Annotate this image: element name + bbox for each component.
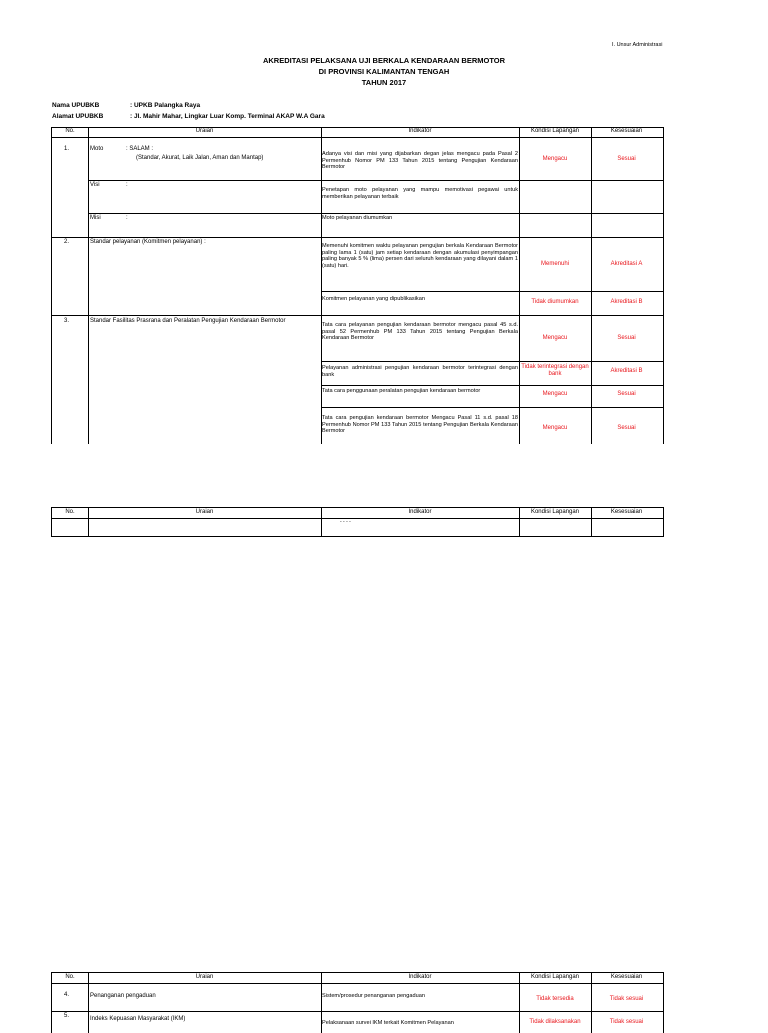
row-4-uraian: Penanganan pengaduan (90, 993, 156, 999)
alamat-value: : Jl. Mahir Mahar, Lingkar Luar Komp. Terminal AKAP W.A Gara (130, 113, 325, 120)
kesesuaian-moto: Sesuai (617, 156, 636, 162)
kesesuaian-3c: Sesuai (617, 391, 636, 397)
header-kondisi: Kondisi Lapangan (530, 974, 580, 980)
kondisi-3a: Mengacu (542, 335, 568, 341)
moto-label: Moto (90, 146, 104, 152)
misi-label: Misi (90, 215, 101, 221)
kesesuaian-4: Tidak sesuai (609, 996, 644, 1002)
row-3-uraian: Standar Fasilitas Prasrana dan Peralatan Pengujian Kendaraan Bermotor (90, 318, 286, 324)
kondisi-3c: Mengacu (542, 391, 568, 397)
kondisi-3d: Mengacu (542, 425, 568, 431)
header-kesesuaian: Kesesuaian (610, 509, 643, 515)
header-kondisi: Kondisi Lapangan (530, 128, 580, 134)
kondisi-moto: Mengacu (542, 156, 568, 162)
header-uraian: Uraian (195, 509, 214, 515)
header-kesesuaian: Kesesuaian (610, 974, 643, 980)
table-2-fragment: - - - - (340, 519, 351, 525)
kondisi-2b: Tidak diumumkan (531, 299, 579, 305)
title-line-3: TAHUN 2017 (361, 78, 407, 87)
kesesuaian-3a: Sesuai (617, 335, 636, 341)
header-kondisi: Kondisi Lapangan (530, 509, 580, 515)
title-line-1: AKREDITASI PELAKSANA UJI BERKALA KENDARAAN BERMOTOR (262, 56, 506, 65)
header-indikator: Indikator (408, 509, 432, 515)
alamat-label: Alamat UPUBKB (52, 113, 104, 120)
header-indikator: Indikator (408, 128, 432, 134)
row-4-no: 4. (64, 992, 70, 998)
visi-label: Visi (90, 182, 100, 188)
indikator-3b: Pelayanan administrasi pengujian kendaraan bermotor terintegrasi dengan bank (322, 365, 518, 378)
indikator-4: Sistem/prosedur penanganan pengaduan (322, 993, 425, 999)
title-line-2: DI PROVINSI KALIMANTAN TENGAH (318, 67, 450, 76)
row-3-no: 3. (64, 318, 70, 324)
indikator-3a: Tata cara pelayanan pengujian kendaraan bermotor mengacu pasal 45 s.d. pasal 52 Permenhub PM 133 Tahun 2015 tentang Pengujian Berkala Kendaraan Bermotor (322, 322, 518, 342)
header-indikator: Indikator (408, 974, 432, 980)
header-kesesuaian: Kesesuaian (610, 128, 643, 134)
row-2-no: 2. (64, 239, 70, 245)
nama-label: Nama UPUBKB (52, 102, 100, 109)
indikator-3c: Tata cara penggunaan peralatan pengujian kendaraan bermotor (322, 388, 481, 394)
indikator-misi: Moto pelayanan diumumkan (322, 215, 393, 221)
corner-label: I. Unsur Administrasi (612, 42, 663, 48)
kesesuaian-5: Tidak sesuai (609, 1019, 644, 1025)
visi-colon: : (126, 182, 128, 188)
row-5-no: 5. (64, 1013, 70, 1019)
indikator-visi: Penetapan moto pelayanan yang mampu memotivasi pegawai untuk memberikan pelayanan terbaik (322, 187, 518, 200)
kondisi-4: Tidak tersedia (536, 996, 574, 1002)
misi-colon: : (126, 215, 128, 221)
header-no: No. (65, 974, 75, 980)
kondisi-5: Tidak dilaksanakan (529, 1019, 581, 1025)
header-uraian: Uraian (195, 974, 214, 980)
indikator-2a: Memenuhi komitmen waktu pelayanan pengujian berkala Kendaraan Bermotor paling lama 1 (satu) jam setiap kendaraan dengan akumulasi penyimpangan paling banyak 5 % (lima) persen dari seluruh kendaraan yang dilayani dalam 1 (satu) hari. (322, 243, 518, 269)
kesesuaian-2a: Akreditasi A (610, 261, 643, 267)
kondisi-3b: Tidak terintegrasi dengan bank (521, 364, 589, 377)
kondisi-2a: Memenuhi (540, 261, 569, 267)
row-1-no: 1. (64, 146, 70, 152)
indikator-moto: Adanya visi dan misi yang dijabarkan degan jelas mengacu pada Pasal 2 Permenhub Nomor PM 133 Tahun 2015 tentang Pengujian Kendaraan Bermotor (322, 151, 518, 171)
row-2-uraian: Standar pelayanan (Komitmen pelayanan) : (90, 239, 206, 245)
indikator-2b: Komitmen pelayanan yang dipublikasikan (322, 296, 425, 302)
moto-value: : SALAM : (126, 146, 154, 152)
row-5-uraian: Indeks Kepuasan Masyarakat (IKM) (90, 1016, 186, 1022)
kesesuaian-3d: Sesuai (617, 425, 636, 431)
header-uraian: Uraian (195, 128, 214, 134)
nama-value: : UPKB Palangka Raya (130, 102, 201, 109)
indikator-3d: Tata cara pengujian kendaraan bermotor Mengacu Pasal 11 s.d. pasal 18 Permenhub Nomor PM 133 Tahun 2015 tentang Pengujian Berkala Kendaraan Bermotor (322, 415, 518, 435)
header-no: No. (65, 128, 75, 134)
moto-detail: (Standar, Akurat, Laik Jalan, Aman dan Mantap) (136, 155, 264, 161)
indikator-5: Pelaksanaan survei IKM terkait Komitmen Pelayanan (322, 1020, 454, 1026)
kesesuaian-3b: Akreditasi B (610, 368, 643, 374)
header-no: No. (65, 509, 75, 515)
kesesuaian-2b: Akreditasi B (610, 299, 643, 305)
